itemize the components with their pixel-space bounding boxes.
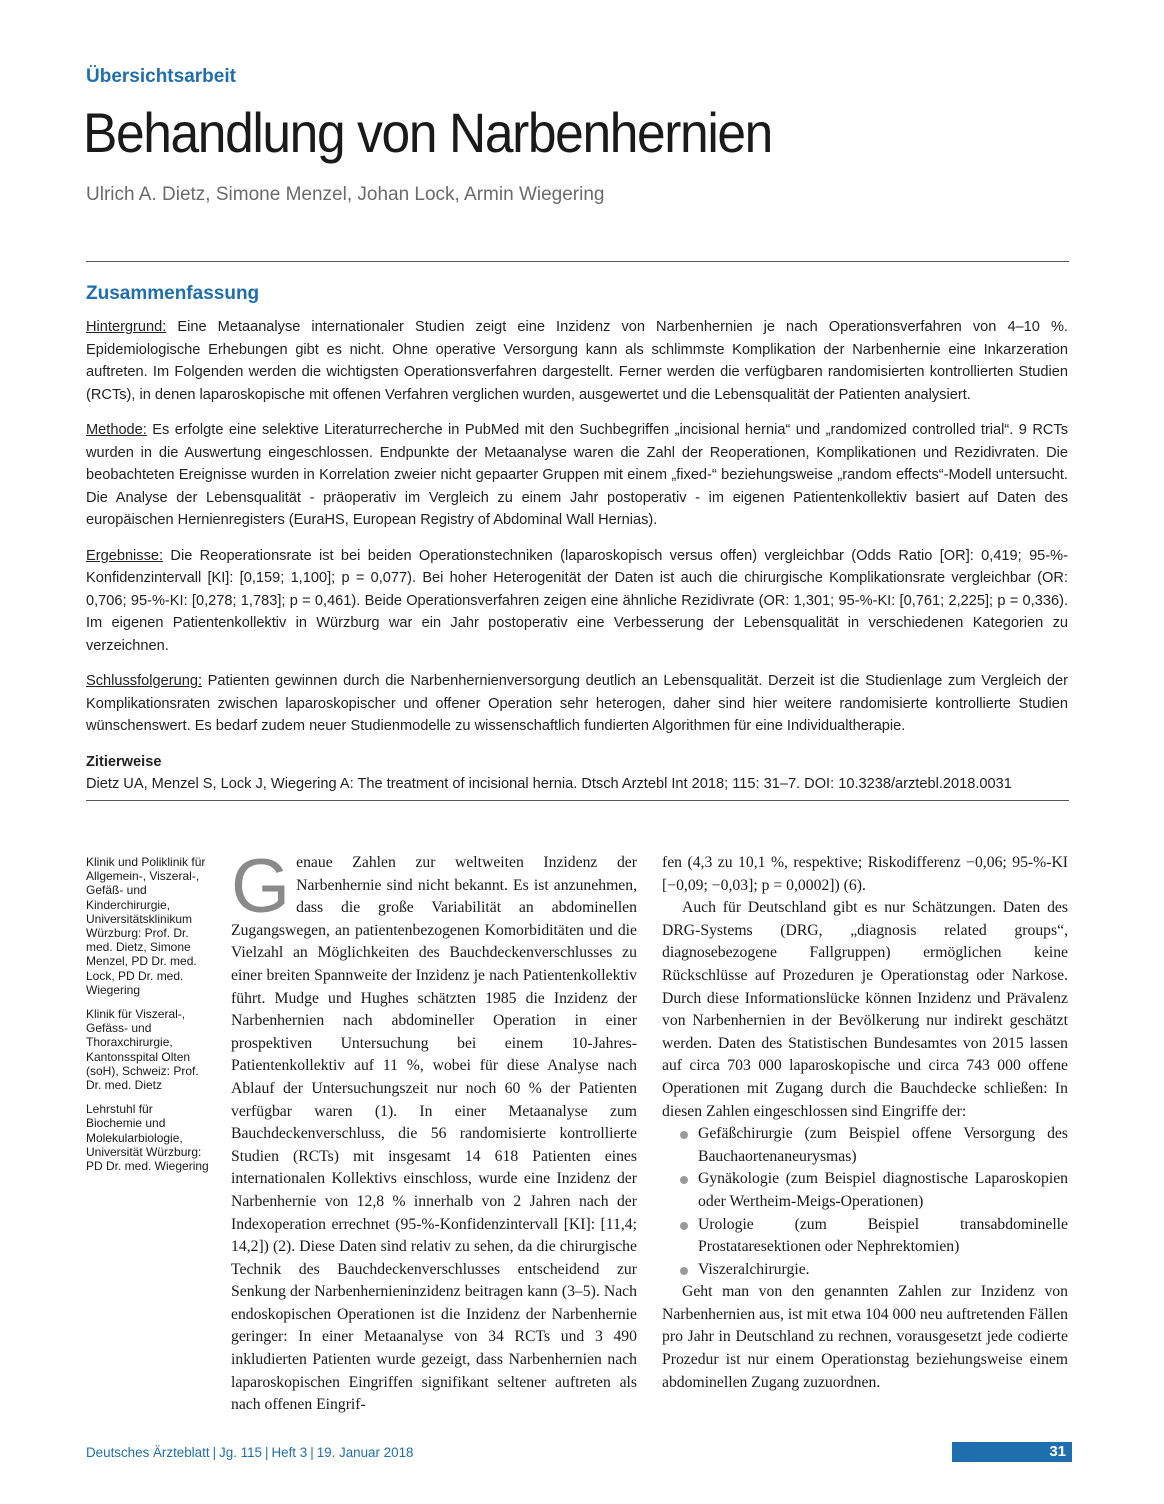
affiliations bbox=[86, 855, 210, 1183]
journal-name: Deutsches Ärzteblatt bbox=[86, 1445, 210, 1460]
body-column-1 bbox=[231, 844, 637, 1417]
citation-label: Zitierweise bbox=[86, 753, 162, 770]
date: 19. Januar 2018 bbox=[316, 1445, 414, 1460]
affiliation-3: Lehrstuhl für Biochemie und Molekularbiologie, Universität Würzburg: PD Dr. med. Wiegering bbox=[86, 1102, 209, 1174]
citation-text: Dietz UA, Menzel S, Lock J, Wiegering A: The treatment of incisional hernia. Dtsch Arztebl Int 2018; 115: 31–7. DOI: 10.3238/arztebl.2018.0031 bbox=[86, 776, 1012, 792]
article-type: Übersichtsarbeit bbox=[86, 66, 236, 87]
footer-citation: Deutsches Ärzteblatt | Jg. 115 | Heft 3 | 19. Januar 2018 bbox=[86, 1445, 414, 1460]
paragraph-text: enaue Zahlen zur weltweiten Inzidenz der Narbenhernie sind nicht bekannt. Es ist anzunehmen, dass die große Variabilität an abdominellen Zugangswegen, an patientenbezogenen Komorbiditäten und die Vielzahl an Möglichkeiten des Bauchdeckenverschlusses zu einer breiten Spannweite der Inzidenz je nach Patientenkollektiv führt. Mudge und Hughes schätzten 1985 die Inzidenz der Narbenhernien nach abdomineller Operation in einer prospektiven Untersuchung bei einem 10-Jahres-Patientenkollektiv auf 11 %, wobei für diese Analyse nach Ablauf der Untersuchungszeit nur noch 60 % der Patienten verfügbar waren (1). In einer Metaanalyse zum Bauchdeckenverschluss, die 56 randomisierte kontrollierte Studien (RCTs) mit insgesamt 14 618 Patienten eines internationalen Kollektivs einschloss, wurde eine Inzidenz der Narbenhernie von 12,8 % innerhalb von 2 Jahren nach der Indexoperation errechnet (95-%-Konfidenzintervall [KI]: [11,4; 14,2]) (2). Diese Daten sind relativ zu sehen, da die chirurgische Technik des Bauchdeckenverschlusses entscheidend zur Senkung der Narbenhernieninzidenz beitragen kann (3–5). Nach endoskopischen Operationen ist die Inzidenz der Narbenhernie geringer: In einer Metaanalyse von 34 RCTs und 3 490 inkludierten Patienten wurde gezeigt, dass Narbenhernien nach laparoskopischen Eingriffen signifikant seltener auftreten als nach offenen Eingrif- bbox=[231, 854, 637, 1414]
page-number: 31 bbox=[1049, 1443, 1066, 1460]
section-text: Eine Metaanalyse internationaler Studien zeigt eine Inzidenz von Narbenhernien je nach Operationsverfahren von 4–10 %. Epidemiologische Erhebungen gibt es nicht. Ohne operative Versorgung kann als schlimmste Komplikation der Narbenhernie eine Inkarzeration auftreten. Im Folgenden werden die wichtigsten Operationsverfahren dargestellt. Ferner werden die verfügbaren randomisierten kontrollierten Studien (RCTs), in denen laparoskopische mit offenen Verfahren verglichen wurden, ausgewertet und die Lebensqualität der Patienten analysiert. bbox=[86, 319, 1068, 403]
abstract-background bbox=[86, 316, 1068, 406]
divider-top bbox=[86, 261, 1069, 262]
issue: Heft 3 bbox=[271, 1445, 308, 1460]
abstract-conclusion bbox=[86, 670, 1068, 738]
list-item: Gynäkologie (zum Beispiel diagnostische Laparoskopien oder Wertheim-Meigs-Operationen) bbox=[662, 1168, 1068, 1213]
page-number-box bbox=[952, 1442, 1072, 1462]
body-paragraph: fen (4,3 zu 10,1 %, respektive; Riskodifferenz −0,06; 95-%-KI [−0,09; −0,03]; p = 0,0002]) (6). bbox=[662, 854, 1068, 894]
section-label: Hintergrund: bbox=[86, 319, 167, 335]
affiliation-1: Klinik und Poliklinik für Allgemein-, Viszeral-, Gefäß- und Kinderchirurgie, Universitätsklinikum Würzburg: Prof. Dr. med. Dietz, Simone Menzel, PD Dr. med. Lock, PD Dr. med. Wiegering bbox=[86, 855, 206, 997]
divider-bottom bbox=[86, 800, 1069, 801]
section-text: Patienten gewinnen durch die Narbenhernienversorgung deutlich an Lebensqualität. Derzeit ist die Studienlage zum Vergleich der Komplikationsraten zwischen laparoskopischer und offener Operation sehr heterogen, daher sind hier weitere randomisierte kontrollierte Studien wünschenswert. Es bedarf zudem neuer Studienmodelle zu wissenschaftlich fundierten Algorithmen für eine Individualtherapie. bbox=[86, 673, 1068, 734]
section-label: Schlussfolgerung: bbox=[86, 673, 203, 689]
section-label: Ergebnisse: bbox=[86, 547, 164, 564]
affiliation-2: Klinik für Viszeral-, Gefäss- und Thoraxchirurgie, Kantonsspital Olten (soH), Schweiz: Prof. Dr. med. Dietz bbox=[86, 1007, 199, 1093]
body-column-2 bbox=[662, 852, 1068, 1394]
volume: Jg. 115 bbox=[219, 1445, 262, 1460]
list-item: Viszeralchirurgie. bbox=[662, 1259, 1068, 1282]
body-paragraph: Geht man von den genannten Zahlen zur Inzidenz von Narbenhernien aus, ist mit etwa 104 000 neu auftretenden Fällen pro Jahr in Deutschland zu rechnen, vorausgesetzt jede codierte Prozedur ist nur einem Operationstag beziehungsweise einem abdominellen Zugang zuzuordnen. bbox=[662, 1283, 1069, 1391]
list-item: Urologie (zum Beispiel transabdominelle Prostataresektionen oder Nephrektomien) bbox=[662, 1214, 1068, 1259]
authors: Ulrich A. Dietz, Simone Menzel, Johan Lock, Armin Wiegering bbox=[86, 184, 605, 205]
abstract-results bbox=[86, 545, 1068, 658]
abstract-heading: Zusammenfassung bbox=[86, 283, 260, 304]
section-text: Die Reoperationsrate ist bei beiden Operationstechniken (laparoskopisch versus offen) vergleichbar (Odds Ratio [OR]: 0,419; 95-%-Konfidenzintervall [KI]: [0,159; 1,100]; p = 0,077). Bei hoher Heterogenität der Daten ist auch die chirurgische Komplikationsrate vergleichbar (OR: 0,706; 95-%-KI: [0,278; 1,783]; p = 0,461). Beide Operationsverfahren zeigen eine ähnliche Rezidivrate (OR: 1,301; 95-%-KI: [0,761; 2,225]; p = 0,336). Im eigenen Patientenkollektiv in Würzburg war ein Jahr postoperativ eine Verbesserung der Lebensqualität in verschiedenen Kategorien zu verzeichnen. bbox=[86, 547, 1068, 654]
body-paragraph bbox=[231, 844, 637, 1417]
section-label: Methode: bbox=[86, 422, 147, 438]
list-item: Gefäßchirurgie (zum Beispiel offene Versorgung des Bauchaortenaneurysmas) bbox=[662, 1123, 1068, 1168]
article-title: Behandlung von Narbenhernien bbox=[83, 101, 772, 164]
section-text: Es erfolgte eine selektive Literaturrecherche in PubMed mit den Suchbegriffen „incisional hernia“ und „randomized controlled trial“. 9 RCTs wurden in die Auswertung eingeschlossen. Endpunkte der Metaanalyse waren die Zahl der Reoperationen, Komplikationen und Rezidivraten. Die beobachteten Ereignisse wurden in Korrelation zweier nicht gepaarter Gruppen mit einem „fixed-“ beziehungsweise „random effects“-Modell untersucht. Die Analyse der Lebensqualität - präoperativ im Vergleich zu einem Jahr postoperativ - im eigenen Patientenkollektiv basiert auf Daten des europäischen Hernienregisters (EuraHS, European Registry of Abdominal Wall Hernias). bbox=[86, 422, 1068, 528]
abstract-method bbox=[86, 419, 1068, 532]
abstract bbox=[86, 316, 1068, 809]
drop-cap: G bbox=[231, 844, 291, 929]
body-paragraph: Auch für Deutschland gibt es nur Schätzungen. Daten des DRG-Systems (DRG, „diagnosis related groups“, diagnosebezogene Fallgruppen) ermöglichen keine Rückschlüsse auf Prozeduren je Operationstag oder Narkose. Durch diese Informationslücke können Inzidenz und Prävalenz von Narbenhernien in der Bevölkerung nur indirekt geschätzt werden. Daten des Statistischen Bundesamtes von 2015 lassen auf circa 703 000 laparoskopische und circa 743 000 offene Operationen mit Zugang durch die Bauchdecke schließen: In diesen Zahlen eingeschlossen sind Eingriffe der: bbox=[662, 899, 1068, 1120]
bullet-list bbox=[662, 1123, 1068, 1281]
